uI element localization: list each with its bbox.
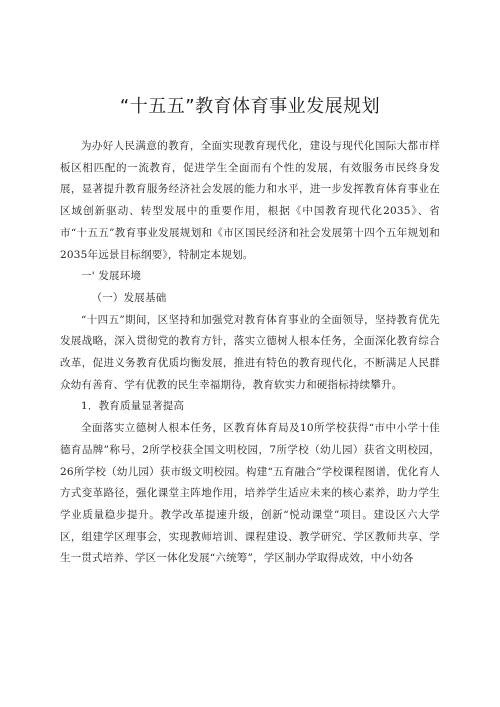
section-heading-development-environment: 一' 发展环境 bbox=[81, 270, 142, 283]
education-quality-paragraph: 全面落实立德树人根本任务，区教育体育局及10所学校获得“市中小学十佳德育品牌”称号，2所学校获全国文明校园，7所学校（幼儿园）获省文明校园，26所学校（幼儿园）获市级文明校园。构建“五育融合”学校课程图谱，优化育人方式变革路径，强化课堂主阵地作用，培养学生适应未来的核心素养，助力学生学业质量稳步提升。教学改革提速升级，创新“悦动课堂”项目。建设区六大学区，组建学区理事会，实现教师培训、课程建设、教学研究、学区教师共享、学生一贯式培养、学区一体化发展“六统筹”，学区制办学取得成效，中小幼各 bbox=[60, 422, 440, 565]
foundation-paragraph: “十四五”期间，区坚持和加强党对教育体育事业的全面领导，坚持教育优先发展战略，深入贯彻党的教育方针，落实立德树人根本任务，全面深化教育综合改革，促进义务教育优质均衡发展，推进有特色的教育现代化，不断满足人民群众幼有善育、学有优教的民生幸福期待，教育软实力和硬指标持续攀升。 bbox=[60, 313, 440, 391]
document-title: “十五五”教育体育事业发展规划 bbox=[119, 96, 381, 117]
intro-paragraph: 为办好人民满意的教育，全面实现教育现代化，建设与现代化国际大都市样板区相匹配的一流教育，促进学生全面而有个性的发展，有效服务市民终身发展，显著提升教育服务经济社会发展的能力和水平，进一步发挥教育体育事业在区域创新驱动、转型发展中的重要作用，根据《中国教育现代化2035》、省市“十五五”教育事业发展规划和《市区国民经济和社会发展第十四个五年规划和2035年远景目标纲要》，特制定本规划。 bbox=[60, 140, 440, 261]
document-body bbox=[60, 136, 440, 570]
item-heading-education-quality: 1．教育质量显著提高 bbox=[81, 400, 185, 413]
subsection-heading-development-foundation: （一）发展基础 bbox=[91, 291, 167, 304]
